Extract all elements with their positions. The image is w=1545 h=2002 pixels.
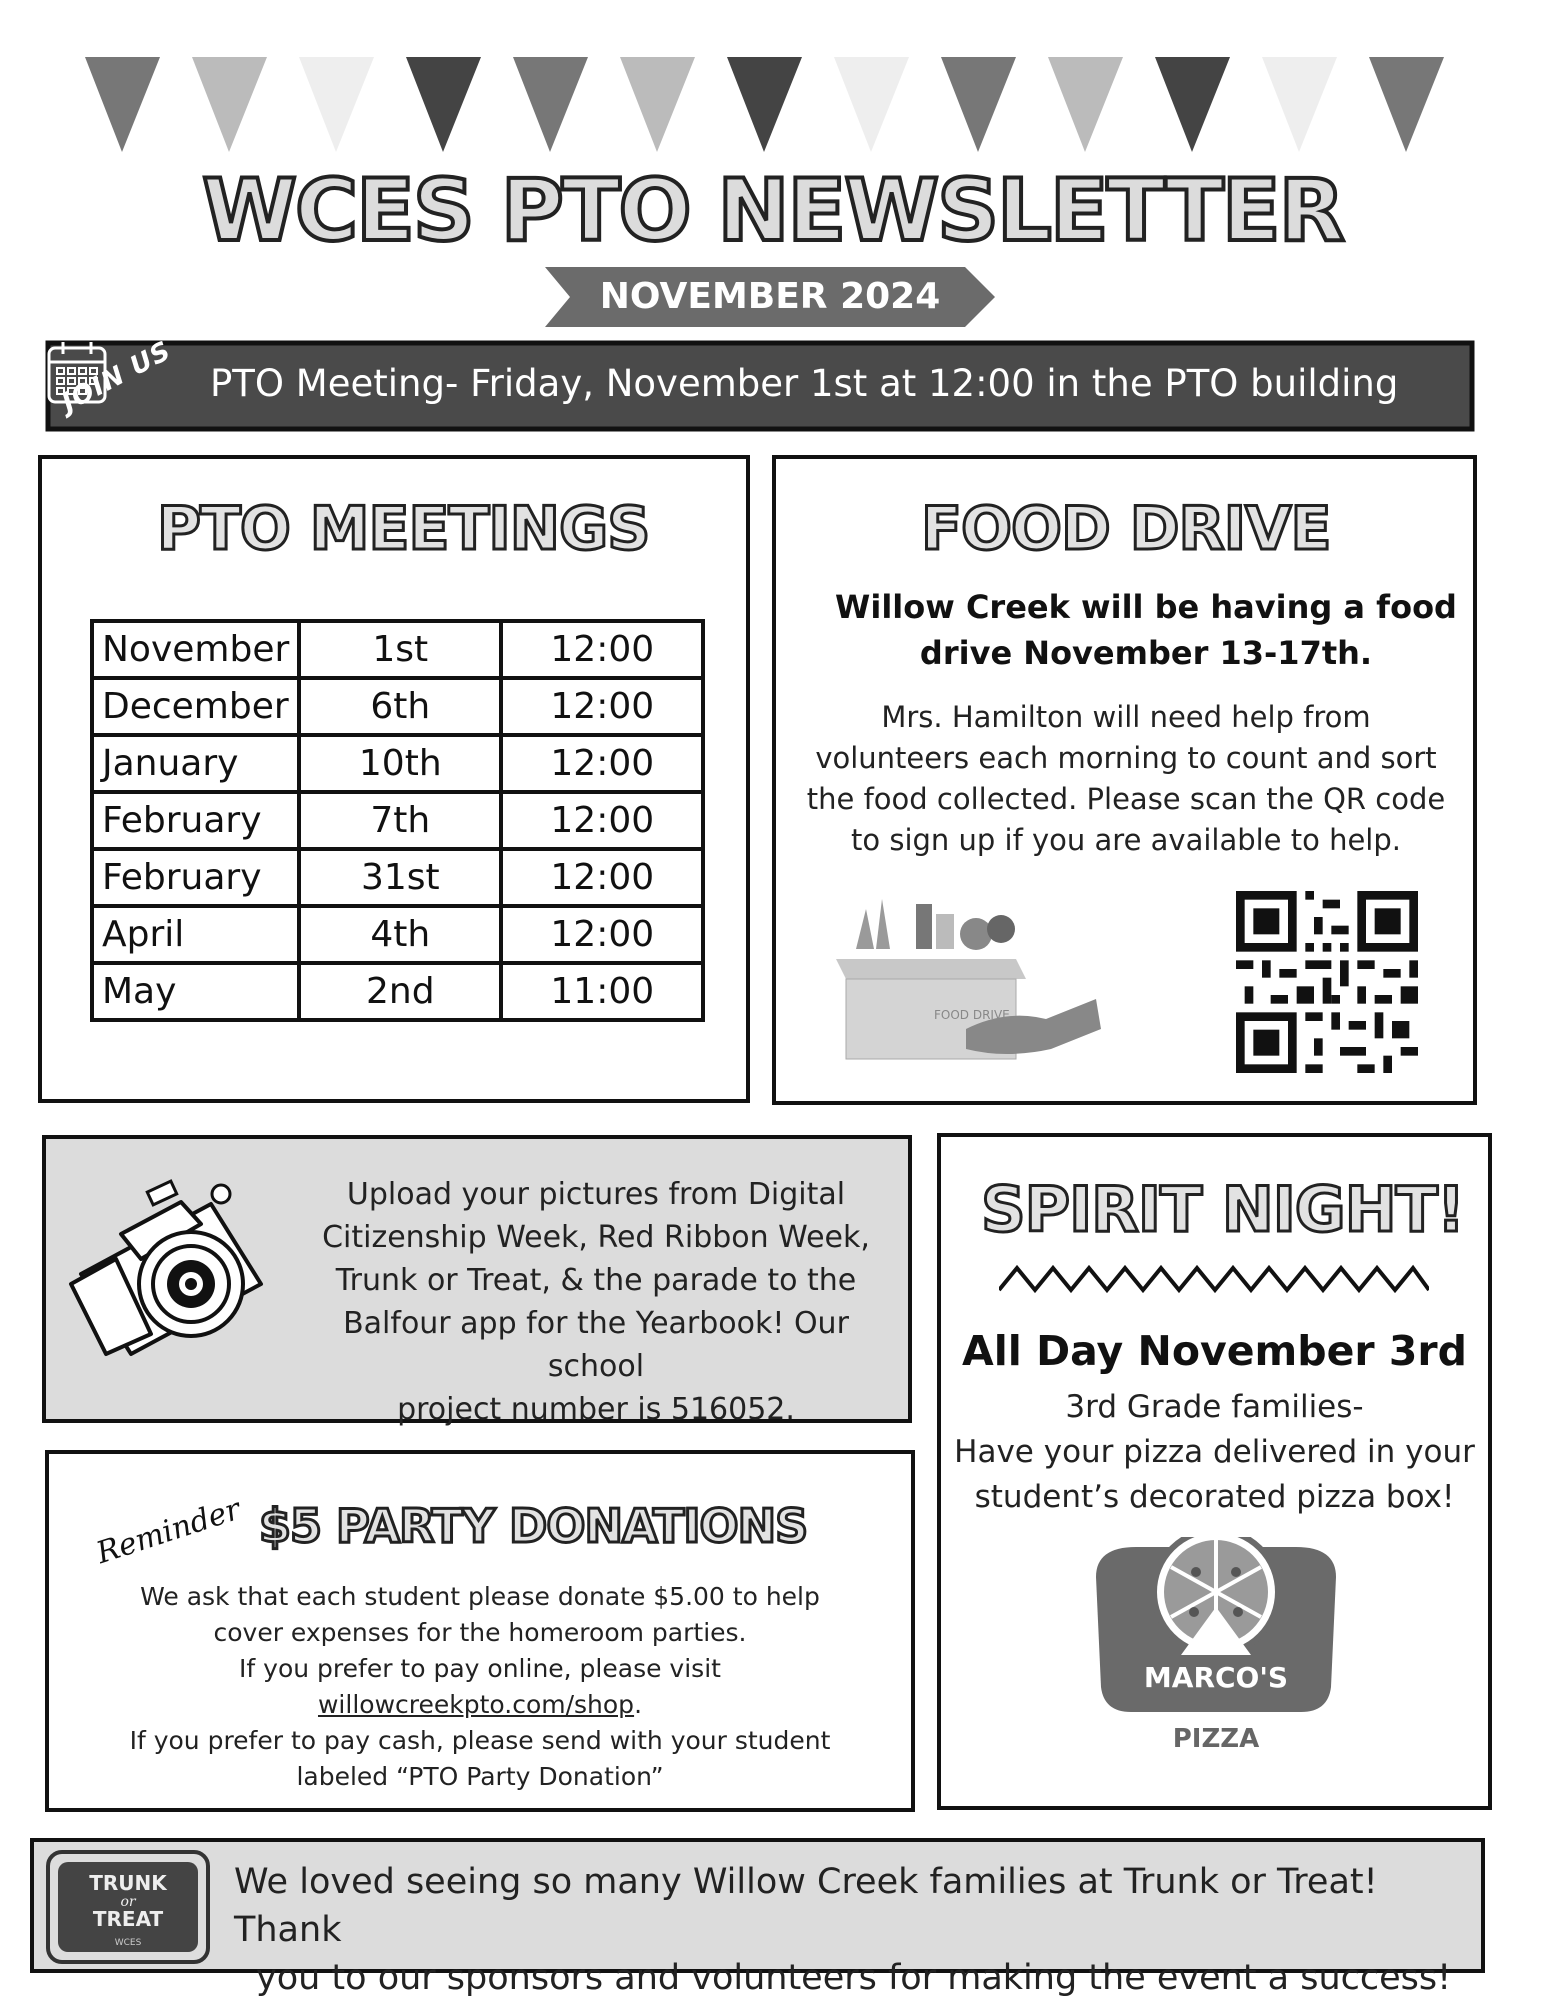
meeting-row	[92, 792, 703, 849]
meeting-time: 12:00	[501, 906, 703, 963]
meeting-row	[92, 621, 703, 678]
trunk-or-treat-thanks: We loved seeing so many Willow Creek families at Trunk or Treat! Thank you to our sponsors and volunteers for making the event a success!	[234, 1862, 1452, 1998]
spirit-night-heading: SPIRIT NIGHT!	[981, 1173, 1465, 1246]
shop-link[interactable]: willowcreekpto.com/shop	[317, 1690, 635, 1719]
svg-text:or: or	[120, 1894, 136, 1910]
meeting-month: November	[92, 621, 299, 678]
meeting-month: February	[92, 792, 299, 849]
meeting-day: 6th	[299, 678, 501, 735]
pto-meetings-panel	[38, 455, 750, 1103]
meeting-announcement: PTO Meeting- Friday, November 1st at 12:00 in the PTO building	[210, 362, 1399, 405]
meeting-day: 1st	[299, 621, 501, 678]
spirit-night-panel	[937, 1133, 1492, 1810]
party-donations-heading: $5 PARTY DONATIONS	[259, 1499, 808, 1553]
calendar-icon	[45, 340, 109, 406]
meetings-table	[90, 619, 705, 1022]
food-drive-heading: FOOD DRIVE	[921, 494, 1331, 564]
pto-meetings-heading: PTO MEETINGS	[157, 494, 650, 564]
meeting-row	[92, 849, 703, 906]
meeting-day: 4th	[299, 906, 501, 963]
meeting-row	[92, 906, 703, 963]
meeting-day: 10th	[299, 735, 501, 792]
svg-text:WCES: WCES	[114, 1938, 142, 1948]
party-donations-panel	[45, 1450, 915, 1812]
reminder-label: Reminder	[92, 1491, 245, 1572]
meeting-time: 12:00	[501, 849, 703, 906]
meeting-month: December	[92, 678, 299, 735]
meeting-time: 12:00	[501, 735, 703, 792]
newsletter-title: WCES PTO NEWSLETTER	[202, 161, 1343, 261]
svg-text:MARCO'S: MARCO'S	[1143, 1661, 1289, 1694]
meeting-month: January	[92, 735, 299, 792]
meeting-row	[92, 963, 703, 1020]
food-drive-panel	[772, 455, 1477, 1105]
party-donations-text: We ask that each student please donate $5.00 to help cover expenses for the homeroom parties. If you prefer to pay online, please visit willowcreekpto.com/shop. If you prefer to pay cash, please send with your student labeled “PTO Party Donation”	[129, 1582, 831, 1791]
meeting-row	[92, 678, 703, 735]
zigzag-divider	[999, 1262, 1429, 1296]
marcos-pizza-logo	[1076, 1537, 1356, 1757]
trunk-or-treat-panel	[30, 1838, 1485, 1998]
spirit-night-date: All Day November 3rd	[961, 1327, 1468, 1375]
food-drive-announcement: Willow Creek will be having a food drive November 13-17th.	[835, 588, 1457, 672]
yearbook-upload-text: Upload your pictures from Digital Citizenship Week, Red Ribbon Week, Trunk or Treat, & the parade to the Balfour app for the Yearbook! Our school project number is 516052.	[322, 1177, 870, 1427]
meeting-time: 12:00	[501, 678, 703, 735]
meeting-time: 11:00	[501, 963, 703, 1020]
svg-text:TREAT: TREAT	[92, 1907, 164, 1931]
bunting-banner	[85, 52, 1485, 162]
yearbook-upload-panel	[42, 1135, 912, 1427]
meeting-row	[92, 735, 703, 792]
spirit-night-details: 3rd Grade families- Have your pizza delivered in your student’s decorated pizza box!	[954, 1389, 1475, 1515]
meeting-month: April	[92, 906, 299, 963]
month-label: NOVEMBER 2024	[599, 276, 941, 317]
qr-code	[1236, 891, 1418, 1073]
meeting-day: 2nd	[299, 963, 501, 1020]
svg-text:PIZZA: PIZZA	[1172, 1724, 1260, 1754]
meeting-month: May	[92, 963, 299, 1020]
food-box-label: FOOD DRIVE	[934, 1008, 1010, 1022]
food-drive-details: Mrs. Hamilton will need help from volunteers each morning to count and sort the food collected. Please scan the QR code to sign up if you are available to help.	[806, 700, 1446, 857]
meeting-time: 12:00	[501, 792, 703, 849]
camera-icon	[61, 1164, 301, 1364]
meeting-month: February	[92, 849, 299, 906]
join-us-tag: JOIN US	[56, 335, 177, 419]
month-tag	[545, 267, 995, 327]
meeting-day: 7th	[299, 792, 501, 849]
svg-text:TRUNK: TRUNK	[89, 1871, 167, 1895]
food-box-illustration	[816, 889, 1106, 1069]
meeting-announcement-bar	[45, 335, 1475, 432]
meeting-day: 31st	[299, 849, 501, 906]
trunk-or-treat-logo	[44, 1848, 212, 1966]
meeting-time: 12:00	[501, 621, 703, 678]
